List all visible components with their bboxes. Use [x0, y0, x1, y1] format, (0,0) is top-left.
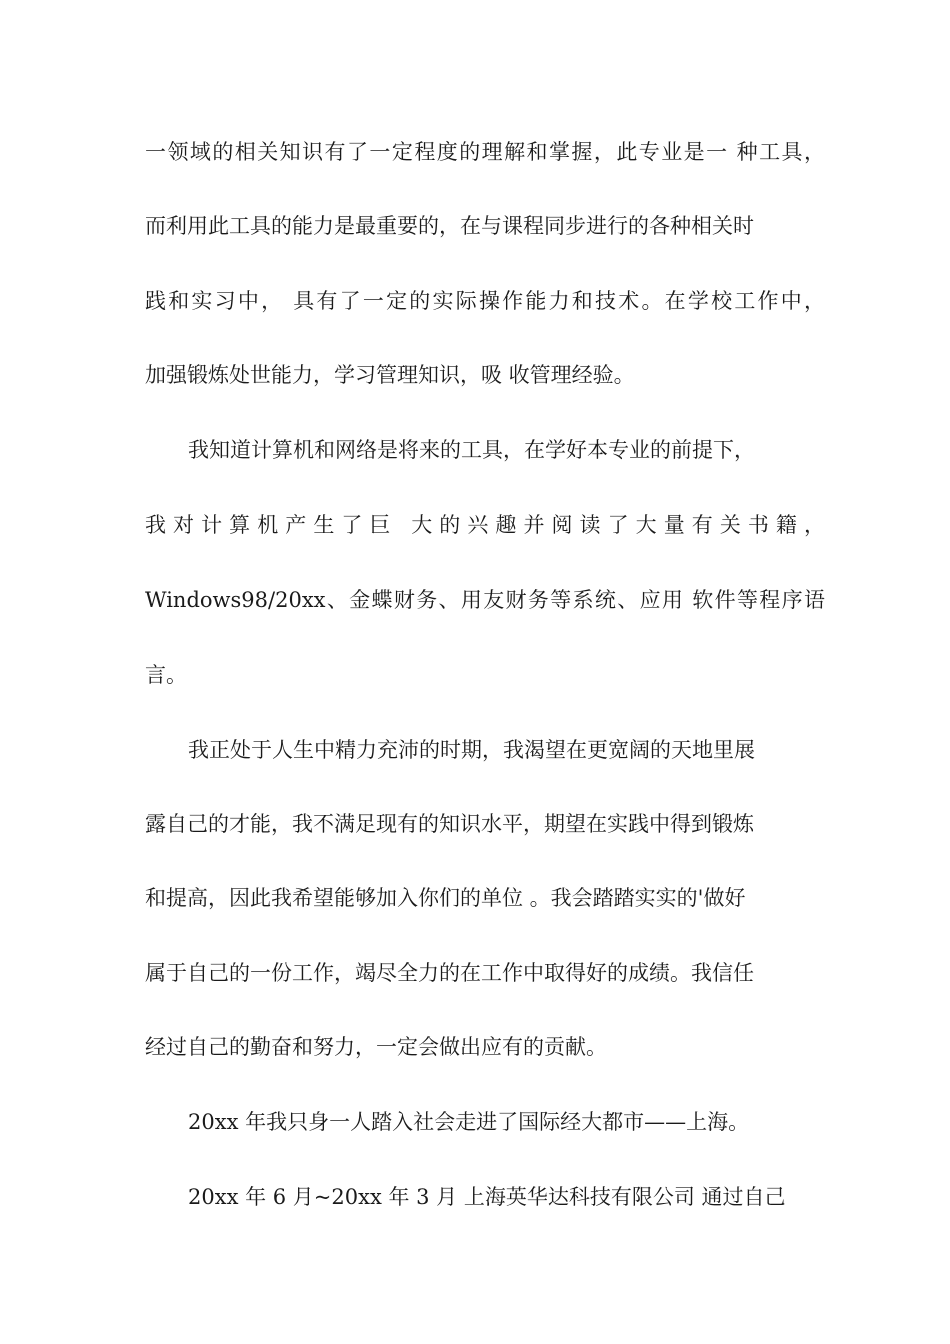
paragraph-line: 我对计算机产生了巨 大的兴趣并阅读了大量有关书籍， [145, 513, 825, 537]
paragraph-first-line: 20xx 年 6 月~20xx 年 3 月 上海英华达科技有限公司 通过自己 [188, 1185, 786, 1209]
paragraph-line: 属于自己的一份工作，竭尽全力的在工作中取得好的成绩。我信任 [145, 961, 754, 985]
paragraph-first-line: 我正处于人生中精力充沛的时期，我渴望在更宽阔的天地里展 [188, 738, 755, 762]
paragraph-first-line: 我知道计算机和网络是将来的工具，在学好本专业的前提下， [188, 438, 755, 462]
paragraph-line: 一领域的相关知识有了一定程度的理解和掌握，此专业是一 种工具， [145, 140, 825, 164]
paragraph-line: 经过自己的勤奋和努力，一定会做出应有的贡献。 [145, 1035, 607, 1059]
paragraph-line: 言。 [145, 663, 187, 687]
paragraph-line: Windows98/20xx、金蝶财务、用友财务等系统、应用 软件等程序语 [145, 588, 825, 612]
paragraph-line: 而利用此工具的能力是最重要的，在与课程同步进行的各种相关时 [145, 214, 754, 238]
paragraph-first-line: 20xx 年我只身一人踏入社会走进了国际经大都市——上海。 [188, 1110, 750, 1134]
paragraph-line: 践和实习中， 具有了一定的实际操作能力和技术。在学校工作中， [145, 289, 825, 313]
paragraph-line: 露自己的才能，我不满足现有的知识水平，期望在实践中得到锻炼 [145, 812, 754, 836]
paragraph-line: 和提高，因此我希望能够加入你们的单位 。我会踏踏实实的'做好 [145, 886, 746, 910]
paragraph-line: 加强锻炼处世能力，学习管理知识，吸 收管理经验。 [145, 363, 635, 387]
